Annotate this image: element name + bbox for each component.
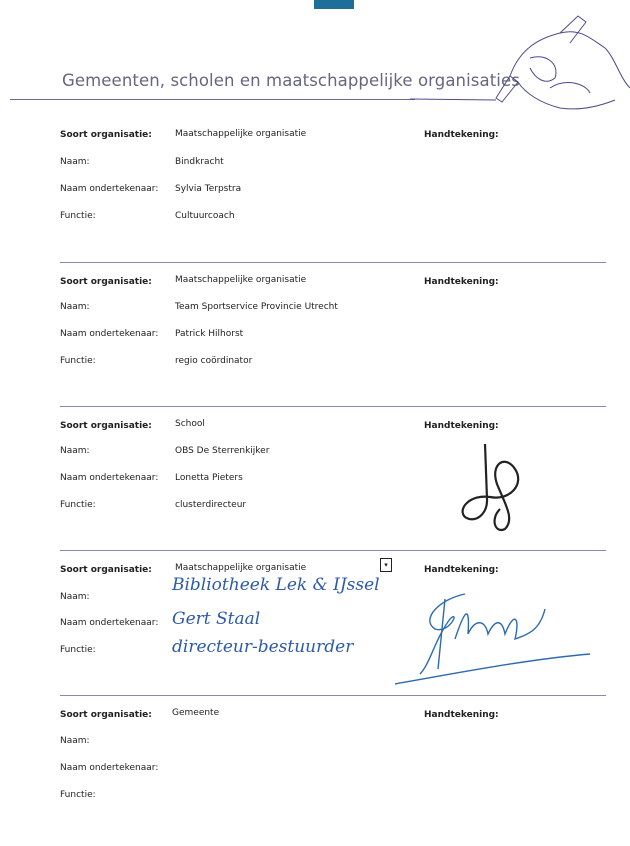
handwritten-signature [455,439,530,539]
function-value: clusterdirecteur [175,500,247,510]
signatory-block-5 [0,706,630,846]
type-value: Gemeente [172,708,220,718]
section-divider [60,406,606,407]
type-value: Maatschappelijke organisatie [175,129,307,139]
name-value: Bindkracht [175,157,224,167]
signer-value: Patrick Hilhorst [175,329,244,339]
signer-label: Naam ondertekenaar: [60,618,159,628]
signatory-block-4 [0,561,630,701]
signature-label: Handtekening: [424,565,499,575]
signer-value-handwritten: Gert Staal [172,609,261,629]
name-label: Naam: [60,592,90,602]
title-underline [10,99,415,100]
function-value-handwritten: directeur-bestuurder [172,637,354,657]
function-value: Cultuurcoach [175,211,235,221]
function-label: Functie: [60,790,96,800]
type-value: Maatschappelijke organisatie [175,275,307,285]
type-dropdown-value[interactable]: Maatschappelijke organisatie [175,563,307,573]
signature-label: Handtekening: [424,277,499,287]
signatory-block-3 [0,417,630,557]
hand-writing-icon [410,8,630,118]
type-label: Soort organisatie: [60,277,152,287]
name-label: Naam: [60,302,90,312]
type-label: Soort organisatie: [60,421,152,431]
dropdown-arrow-icon[interactable]: ▾ [380,558,392,572]
page-title: Gemeenten, scholen en maatschappelijke organisaties [62,71,520,90]
signer-label: Naam ondertekenaar: [60,763,159,773]
function-label: Functie: [60,211,96,221]
signer-label: Naam ondertekenaar: [60,184,159,194]
signer-value: Lonetta Pieters [175,473,243,483]
signer-label: Naam ondertekenaar: [60,473,159,483]
signature-label: Handtekening: [424,710,499,720]
function-value: regio coördinator [175,356,253,366]
name-value: Team Sportservice Provincie Utrecht [175,302,338,312]
name-label: Naam: [60,157,90,167]
signature-label: Handtekening: [424,130,499,140]
name-value-handwritten: Bibliotheek Lek & IJssel [172,575,380,595]
function-label: Functie: [60,356,96,366]
name-label: Naam: [60,736,90,746]
top-tab-marker [314,0,354,9]
signatory-block-2 [0,273,630,413]
function-label: Functie: [60,500,96,510]
signature-label: Handtekening: [424,421,499,431]
signatory-block-1 [0,126,630,266]
type-label: Soort organisatie: [60,565,152,575]
function-label: Functie: [60,645,96,655]
handwritten-signature [390,579,600,689]
signer-value: Sylvia Terpstra [175,184,242,194]
section-divider [60,262,606,263]
name-label: Naam: [60,446,90,456]
type-label: Soort organisatie: [60,710,152,720]
type-label: Soort organisatie: [60,130,152,140]
section-divider [60,550,606,551]
type-value: School [175,419,205,429]
name-value: OBS De Sterrenkijker [175,446,270,456]
section-divider [60,695,606,696]
signer-label: Naam ondertekenaar: [60,329,159,339]
